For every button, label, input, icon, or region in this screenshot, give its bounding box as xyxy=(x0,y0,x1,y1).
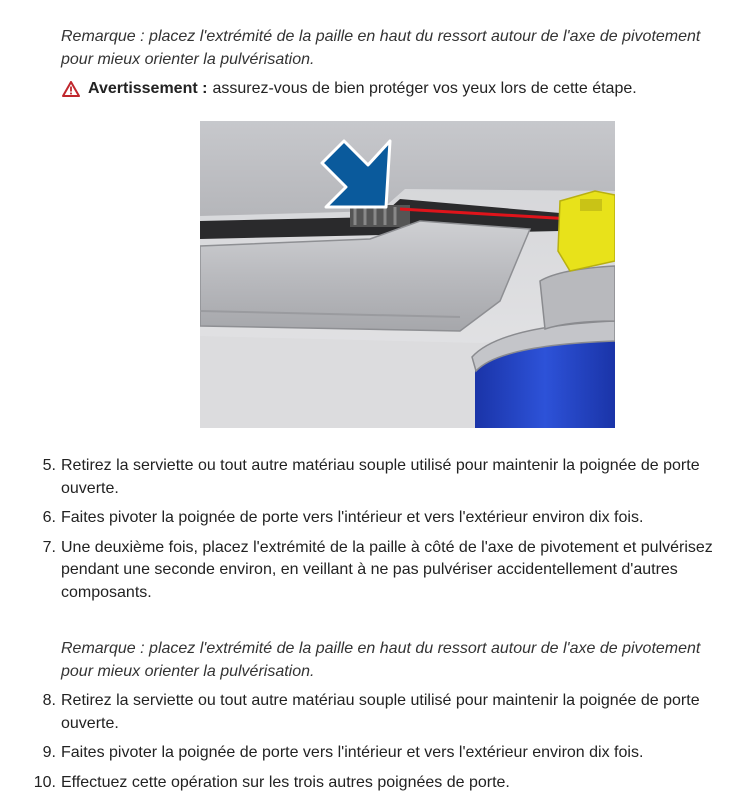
step-number: 9. xyxy=(42,744,56,761)
step-text: Retirez la serviette ou tout autre matériau souple utilisé pour maintenir la poignée de porte ouverte. xyxy=(61,457,700,497)
step-number: 6. xyxy=(42,509,56,526)
step-text: Une deuxième fois, placez l'extrémité de la paille à côté de l'axe de pivotement et pulvérisez pendant une seconde environ, en veillant à ne pas pulvériser accidentellement d'autres composants. xyxy=(61,538,713,601)
note-top: Remarque : placez l'extrémité de la paille en haut du ressort autour de l'axe de pivotement pour mieux orienter la pulvérisation. xyxy=(61,28,701,68)
step-text: Retirez la serviette ou tout autre matériau souple utilisé pour maintenir la poignée de porte ouverte. xyxy=(61,692,700,732)
steps-list-a xyxy=(0,455,740,611)
step-text: Faites pivoter la poignée de porte vers l'intérieur et vers l'extérieur environ dix fois. xyxy=(61,744,644,761)
warning-triangle-icon xyxy=(62,81,80,97)
step-number: 8. xyxy=(42,692,56,709)
list-item xyxy=(0,690,740,735)
warning-label: Avertissement : xyxy=(88,80,208,97)
list-item xyxy=(0,772,740,795)
list-item xyxy=(0,742,740,765)
step-text: Faites pivoter la poignée de porte vers l'intérieur et vers l'extérieur environ dix fois. xyxy=(61,509,644,526)
step-number: 7. xyxy=(42,538,56,556)
step-number: 10. xyxy=(33,773,56,791)
steps-list-b xyxy=(0,690,740,801)
step-number: 5. xyxy=(42,457,56,474)
list-item xyxy=(0,507,740,530)
note-mid: Remarque : placez l'extrémité de la paille en haut du ressort autour de l'axe de pivotement pour mieux orienter la pulvérisation. xyxy=(61,640,701,680)
list-item xyxy=(0,537,740,605)
warning-text: assurez-vous de bien protéger vos yeux lors de cette étape. xyxy=(212,80,637,97)
list-item xyxy=(0,455,740,500)
door-handle-illustration xyxy=(200,121,615,428)
step-text: Effectuez cette opération sur les trois autres poignées de porte. xyxy=(61,773,510,791)
warning-box xyxy=(62,78,732,101)
